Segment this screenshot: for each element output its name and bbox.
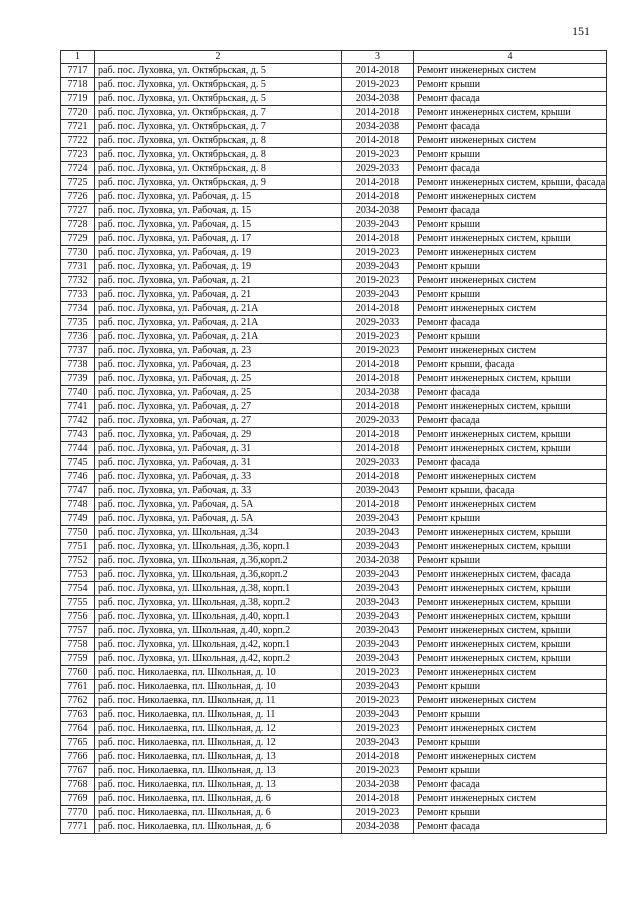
address-cell: раб. пос. Луховка, ул. Школьная, д.40, корп.2	[95, 624, 342, 638]
period-cell: 2019-2023	[342, 330, 414, 344]
period-cell: 2019-2023	[342, 148, 414, 162]
table-row	[61, 694, 607, 708]
period-cell: 2014-2018	[342, 64, 414, 78]
row-number: 7727	[61, 204, 95, 218]
work-type-cell: Ремонт крыши, фасада	[414, 358, 607, 372]
row-number: 7723	[61, 148, 95, 162]
work-type-cell: Ремонт инженерных систем, крыши	[414, 400, 607, 414]
row-number: 7738	[61, 358, 95, 372]
table-row	[61, 302, 607, 316]
address-cell: раб. пос. Луховка, ул. Рабочая, д. 23	[95, 358, 342, 372]
work-type-cell: Ремонт инженерных систем	[414, 64, 607, 78]
work-type-cell: Ремонт инженерных систем, крыши	[414, 232, 607, 246]
row-number: 7726	[61, 190, 95, 204]
row-number: 7751	[61, 540, 95, 554]
work-type-cell: Ремонт крыши	[414, 708, 607, 722]
address-cell: раб. пос. Луховка, ул. Рабочая, д. 15	[95, 190, 342, 204]
repair-schedule-table	[60, 50, 607, 834]
column-header-3: 3	[342, 51, 414, 64]
work-type-cell: Ремонт инженерных систем, крыши	[414, 526, 607, 540]
table-row	[61, 400, 607, 414]
address-cell: раб. пос. Луховка, ул. Октябрьская, д. 8	[95, 162, 342, 176]
row-number: 7750	[61, 526, 95, 540]
table-row	[61, 666, 607, 680]
work-type-cell: Ремонт фасада	[414, 316, 607, 330]
work-type-cell: Ремонт крыши	[414, 736, 607, 750]
table-row	[61, 78, 607, 92]
row-number: 7742	[61, 414, 95, 428]
address-cell: раб. пос. Луховка, ул. Школьная, д.38, корп.2	[95, 596, 342, 610]
row-number: 7739	[61, 372, 95, 386]
address-cell: раб. пос. Луховка, ул. Октябрьская, д. 7	[95, 106, 342, 120]
work-type-cell: Ремонт фасада	[414, 414, 607, 428]
address-cell: раб. пос. Луховка, ул. Школьная, д.34	[95, 526, 342, 540]
table-row	[61, 344, 607, 358]
column-header-4: 4	[414, 51, 607, 64]
work-type-cell: Ремонт инженерных систем, крыши	[414, 610, 607, 624]
work-type-cell: Ремонт инженерных систем, крыши	[414, 638, 607, 652]
row-number: 7768	[61, 778, 95, 792]
work-type-cell: Ремонт инженерных систем	[414, 190, 607, 204]
row-number: 7744	[61, 442, 95, 456]
table-row	[61, 596, 607, 610]
table-row	[61, 568, 607, 582]
address-cell: раб. пос. Луховка, ул. Октябрьская, д. 5	[95, 64, 342, 78]
table-row	[61, 120, 607, 134]
address-cell: раб. пос. Николаевка, пл. Школьная, д. 12	[95, 722, 342, 736]
work-type-cell: Ремонт фасада	[414, 92, 607, 106]
address-cell: раб. пос. Луховка, ул. Рабочая, д. 31	[95, 442, 342, 456]
period-cell: 2014-2018	[342, 190, 414, 204]
row-number: 7761	[61, 680, 95, 694]
period-cell: 2039-2043	[342, 526, 414, 540]
work-type-cell: Ремонт инженерных систем, крыши	[414, 106, 607, 120]
table-row	[61, 246, 607, 260]
period-cell: 2039-2043	[342, 568, 414, 582]
row-number: 7718	[61, 78, 95, 92]
table-row	[61, 792, 607, 806]
address-cell: раб. пос. Луховка, ул. Рабочая, д. 21	[95, 274, 342, 288]
address-cell: раб. пос. Луховка, ул. Рабочая, д. 5А	[95, 498, 342, 512]
period-cell: 2039-2043	[342, 218, 414, 232]
row-number: 7746	[61, 470, 95, 484]
period-cell: 2039-2043	[342, 540, 414, 554]
row-number: 7745	[61, 456, 95, 470]
address-cell: раб. пос. Луховка, ул. Рабочая, д. 21А	[95, 330, 342, 344]
work-type-cell: Ремонт фасада	[414, 204, 607, 218]
address-cell: раб. пос. Луховка, ул. Рабочая, д. 25	[95, 386, 342, 400]
address-cell: раб. пос. Николаевка, пл. Школьная, д. 13	[95, 764, 342, 778]
work-type-cell: Ремонт инженерных систем	[414, 274, 607, 288]
period-cell: 2034-2038	[342, 778, 414, 792]
period-cell: 2039-2043	[342, 610, 414, 624]
table-row	[61, 372, 607, 386]
column-header-1: 1	[61, 51, 95, 64]
table-row	[61, 92, 607, 106]
period-cell: 2034-2038	[342, 92, 414, 106]
row-number: 7759	[61, 652, 95, 666]
period-cell: 2039-2043	[342, 582, 414, 596]
row-number: 7734	[61, 302, 95, 316]
table-header-row	[61, 51, 607, 64]
period-cell: 2029-2033	[342, 456, 414, 470]
table-row	[61, 442, 607, 456]
work-type-cell: Ремонт инженерных систем, крыши	[414, 540, 607, 554]
period-cell: 2019-2023	[342, 722, 414, 736]
work-type-cell: Ремонт инженерных систем	[414, 302, 607, 316]
row-number: 7748	[61, 498, 95, 512]
row-number: 7754	[61, 582, 95, 596]
period-cell: 2039-2043	[342, 484, 414, 498]
work-type-cell: Ремонт инженерных систем, фасада	[414, 568, 607, 582]
period-cell: 2014-2018	[342, 134, 414, 148]
table-row	[61, 106, 607, 120]
work-type-cell: Ремонт крыши	[414, 288, 607, 302]
period-cell: 2014-2018	[342, 176, 414, 190]
row-number: 7717	[61, 64, 95, 78]
table-row	[61, 134, 607, 148]
work-type-cell: Ремонт инженерных систем	[414, 694, 607, 708]
period-cell: 2014-2018	[342, 232, 414, 246]
work-type-cell: Ремонт крыши, фасада	[414, 484, 607, 498]
period-cell: 2014-2018	[342, 106, 414, 120]
row-number: 7740	[61, 386, 95, 400]
row-number: 7737	[61, 344, 95, 358]
table-row	[61, 204, 607, 218]
table-row	[61, 148, 607, 162]
period-cell: 2019-2023	[342, 806, 414, 820]
address-cell: раб. пос. Луховка, ул. Рабочая, д. 21А	[95, 316, 342, 330]
table-row	[61, 610, 607, 624]
table-row	[61, 778, 607, 792]
address-cell: раб. пос. Николаевка, пл. Школьная, д. 6	[95, 820, 342, 834]
row-number: 7769	[61, 792, 95, 806]
address-cell: раб. пос. Луховка, ул. Рабочая, д. 15	[95, 218, 342, 232]
address-cell: раб. пос. Николаевка, пл. Школьная, д. 6	[95, 792, 342, 806]
period-cell: 2019-2023	[342, 344, 414, 358]
table-row	[61, 820, 607, 834]
period-cell: 2039-2043	[342, 680, 414, 694]
address-cell: раб. пос. Николаевка, пл. Школьная, д. 11	[95, 708, 342, 722]
address-cell: раб. пос. Луховка, ул. Октябрьская, д. 5	[95, 92, 342, 106]
address-cell: раб. пос. Луховка, ул. Рабочая, д. 19	[95, 246, 342, 260]
work-type-cell: Ремонт крыши	[414, 148, 607, 162]
work-type-cell: Ремонт инженерных систем	[414, 792, 607, 806]
table-row	[61, 414, 607, 428]
address-cell: раб. пос. Луховка, ул. Школьная, д.42, корп.1	[95, 638, 342, 652]
address-cell: раб. пос. Луховка, ул. Школьная, д.36,корп.2	[95, 568, 342, 582]
table-row	[61, 750, 607, 764]
address-cell: раб. пос. Луховка, ул. Рабочая, д. 27	[95, 400, 342, 414]
work-type-cell: Ремонт крыши	[414, 78, 607, 92]
table-row	[61, 428, 607, 442]
work-type-cell: Ремонт инженерных систем	[414, 344, 607, 358]
row-number: 7749	[61, 512, 95, 526]
work-type-cell: Ремонт инженерных систем, крыши	[414, 372, 607, 386]
table-row	[61, 260, 607, 274]
row-number: 7724	[61, 162, 95, 176]
row-number: 7730	[61, 246, 95, 260]
period-cell: 2034-2038	[342, 120, 414, 134]
work-type-cell: Ремонт инженерных систем	[414, 666, 607, 680]
work-type-cell: Ремонт фасада	[414, 162, 607, 176]
address-cell: раб. пос. Николаевка, пл. Школьная, д. 13	[95, 778, 342, 792]
address-cell: раб. пос. Луховка, ул. Октябрьская, д. 8	[95, 134, 342, 148]
table-row	[61, 652, 607, 666]
work-type-cell: Ремонт фасада	[414, 820, 607, 834]
table-row	[61, 190, 607, 204]
address-cell: раб. пос. Николаевка, пл. Школьная, д. 12	[95, 736, 342, 750]
row-number: 7758	[61, 638, 95, 652]
period-cell: 2019-2023	[342, 666, 414, 680]
work-type-cell: Ремонт крыши	[414, 218, 607, 232]
table-row	[61, 316, 607, 330]
work-type-cell: Ремонт инженерных систем	[414, 750, 607, 764]
table-row	[61, 358, 607, 372]
period-cell: 2039-2043	[342, 512, 414, 526]
row-number: 7743	[61, 428, 95, 442]
address-cell: раб. пос. Николаевка, пл. Школьная, д. 11	[95, 694, 342, 708]
period-cell: 2034-2038	[342, 820, 414, 834]
row-number: 7767	[61, 764, 95, 778]
address-cell: раб. пос. Луховка, ул. Рабочая, д. 19	[95, 260, 342, 274]
address-cell: раб. пос. Луховка, ул. Школьная, д.36,корп.2	[95, 554, 342, 568]
row-number: 7725	[61, 176, 95, 190]
table-row	[61, 554, 607, 568]
address-cell: раб. пос. Луховка, ул. Рабочая, д. 27	[95, 414, 342, 428]
work-type-cell: Ремонт инженерных систем	[414, 722, 607, 736]
period-cell: 2019-2023	[342, 246, 414, 260]
row-number: 7762	[61, 694, 95, 708]
address-cell: раб. пос. Луховка, ул. Школьная, д.42, корп.2	[95, 652, 342, 666]
work-type-cell: Ремонт крыши	[414, 806, 607, 820]
row-number: 7721	[61, 120, 95, 134]
table-row	[61, 176, 607, 190]
table-row	[61, 680, 607, 694]
table-row	[61, 512, 607, 526]
row-number: 7765	[61, 736, 95, 750]
table-row	[61, 806, 607, 820]
table-row	[61, 764, 607, 778]
table-row	[61, 736, 607, 750]
address-cell: раб. пос. Луховка, ул. Школьная, д.38, корп.1	[95, 582, 342, 596]
address-cell: раб. пос. Луховка, ул. Рабочая, д. 21А	[95, 302, 342, 316]
address-cell: раб. пос. Николаевка, пл. Школьная, д. 10	[95, 666, 342, 680]
address-cell: раб. пос. Луховка, ул. Школьная, д.36, корп.1	[95, 540, 342, 554]
address-cell: раб. пос. Луховка, ул. Рабочая, д. 33	[95, 470, 342, 484]
period-cell: 2019-2023	[342, 274, 414, 288]
row-number: 7771	[61, 820, 95, 834]
work-type-cell: Ремонт крыши	[414, 512, 607, 526]
period-cell: 2014-2018	[342, 428, 414, 442]
period-cell: 2014-2018	[342, 498, 414, 512]
period-cell: 2014-2018	[342, 302, 414, 316]
row-number: 7752	[61, 554, 95, 568]
period-cell: 2014-2018	[342, 470, 414, 484]
work-type-cell: Ремонт инженерных систем, крыши	[414, 442, 607, 456]
address-cell: раб. пос. Луховка, ул. Рабочая, д. 31	[95, 456, 342, 470]
table-row	[61, 218, 607, 232]
work-type-cell: Ремонт инженерных систем	[414, 134, 607, 148]
address-cell: раб. пос. Луховка, ул. Рабочая, д. 23	[95, 344, 342, 358]
row-number: 7753	[61, 568, 95, 582]
row-number: 7720	[61, 106, 95, 120]
table-body	[61, 64, 607, 834]
address-cell: раб. пос. Николаевка, пл. Школьная, д. 6	[95, 806, 342, 820]
row-number: 7770	[61, 806, 95, 820]
work-type-cell: Ремонт инженерных систем, крыши	[414, 652, 607, 666]
address-cell: раб. пос. Луховка, ул. Рабочая, д. 25	[95, 372, 342, 386]
row-number: 7741	[61, 400, 95, 414]
address-cell: раб. пос. Луховка, ул. Рабочая, д. 5А	[95, 512, 342, 526]
address-cell: раб. пос. Николаевка, пл. Школьная, д. 10	[95, 680, 342, 694]
period-cell: 2039-2043	[342, 708, 414, 722]
work-type-cell: Ремонт инженерных систем, крыши	[414, 596, 607, 610]
address-cell: раб. пос. Луховка, ул. Рабочая, д. 17	[95, 232, 342, 246]
period-cell: 2039-2043	[342, 652, 414, 666]
period-cell: 2014-2018	[342, 442, 414, 456]
row-number: 7728	[61, 218, 95, 232]
row-number: 7766	[61, 750, 95, 764]
period-cell: 2034-2038	[342, 204, 414, 218]
table-row	[61, 708, 607, 722]
table-row	[61, 64, 607, 78]
period-cell: 2014-2018	[342, 400, 414, 414]
row-number: 7760	[61, 666, 95, 680]
row-number: 7736	[61, 330, 95, 344]
period-cell: 2039-2043	[342, 638, 414, 652]
table-row	[61, 330, 607, 344]
address-cell: раб. пос. Луховка, ул. Рабочая, д. 33	[95, 484, 342, 498]
work-type-cell: Ремонт фасада	[414, 456, 607, 470]
table-row	[61, 624, 607, 638]
table-row	[61, 162, 607, 176]
row-number: 7733	[61, 288, 95, 302]
work-type-cell: Ремонт крыши	[414, 330, 607, 344]
period-cell: 2039-2043	[342, 260, 414, 274]
period-cell: 2014-2018	[342, 372, 414, 386]
row-number: 7719	[61, 92, 95, 106]
table-row	[61, 386, 607, 400]
row-number: 7756	[61, 610, 95, 624]
period-cell: 2014-2018	[342, 750, 414, 764]
address-cell: раб. пос. Николаевка, пл. Школьная, д. 13	[95, 750, 342, 764]
work-type-cell: Ремонт фасада	[414, 386, 607, 400]
period-cell: 2014-2018	[342, 358, 414, 372]
row-number: 7729	[61, 232, 95, 246]
table-row	[61, 498, 607, 512]
period-cell: 2039-2043	[342, 736, 414, 750]
work-type-cell: Ремонт инженерных систем, крыши, фасада	[414, 176, 607, 190]
work-type-cell: Ремонт фасада	[414, 120, 607, 134]
table-row	[61, 456, 607, 470]
table-row	[61, 582, 607, 596]
table-row	[61, 470, 607, 484]
row-number: 7755	[61, 596, 95, 610]
table-row	[61, 288, 607, 302]
address-cell: раб. пос. Луховка, ул. Рабочая, д. 21	[95, 288, 342, 302]
work-type-cell: Ремонт крыши	[414, 260, 607, 274]
period-cell: 2019-2023	[342, 78, 414, 92]
period-cell: 2034-2038	[342, 386, 414, 400]
table-row	[61, 722, 607, 736]
period-cell: 2039-2043	[342, 624, 414, 638]
address-cell: раб. пос. Луховка, ул. Октябрьская, д. 9	[95, 176, 342, 190]
period-cell: 2039-2043	[342, 596, 414, 610]
row-number: 7747	[61, 484, 95, 498]
row-number: 7722	[61, 134, 95, 148]
period-cell: 2014-2018	[342, 792, 414, 806]
table-row	[61, 526, 607, 540]
work-type-cell: Ремонт крыши	[414, 554, 607, 568]
period-cell: 2029-2033	[342, 414, 414, 428]
column-header-2: 2	[95, 51, 342, 64]
work-type-cell: Ремонт фасада	[414, 778, 607, 792]
period-cell: 2034-2038	[342, 554, 414, 568]
work-type-cell: Ремонт инженерных систем, крыши	[414, 624, 607, 638]
address-cell: раб. пос. Луховка, ул. Рабочая, д. 29	[95, 428, 342, 442]
row-number: 7763	[61, 708, 95, 722]
work-type-cell: Ремонт инженерных систем	[414, 498, 607, 512]
table-row	[61, 638, 607, 652]
period-cell: 2019-2023	[342, 694, 414, 708]
row-number: 7732	[61, 274, 95, 288]
work-type-cell: Ремонт крыши	[414, 764, 607, 778]
work-type-cell: Ремонт инженерных систем, крыши	[414, 428, 607, 442]
page-number: 151	[572, 24, 590, 38]
row-number: 7735	[61, 316, 95, 330]
address-cell: раб. пос. Луховка, ул. Октябрьская, д. 8	[95, 148, 342, 162]
row-number: 7757	[61, 624, 95, 638]
address-cell: раб. пос. Луховка, ул. Рабочая, д. 15	[95, 204, 342, 218]
work-type-cell: Ремонт крыши	[414, 680, 607, 694]
address-cell: раб. пос. Луховка, ул. Октябрьская, д. 7	[95, 120, 342, 134]
address-cell: раб. пос. Луховка, ул. Школьная, д.40, корп.1	[95, 610, 342, 624]
row-number: 7764	[61, 722, 95, 736]
period-cell: 2029-2033	[342, 162, 414, 176]
period-cell: 2029-2033	[342, 316, 414, 330]
work-type-cell: Ремонт инженерных систем	[414, 246, 607, 260]
row-number: 7731	[61, 260, 95, 274]
period-cell: 2019-2023	[342, 764, 414, 778]
work-type-cell: Ремонт инженерных систем, крыши	[414, 582, 607, 596]
work-type-cell: Ремонт инженерных систем	[414, 470, 607, 484]
table-row	[61, 484, 607, 498]
table-row	[61, 540, 607, 554]
table-row	[61, 232, 607, 246]
table-row	[61, 274, 607, 288]
address-cell: раб. пос. Луховка, ул. Октябрьская, д. 5	[95, 78, 342, 92]
period-cell: 2039-2043	[342, 288, 414, 302]
